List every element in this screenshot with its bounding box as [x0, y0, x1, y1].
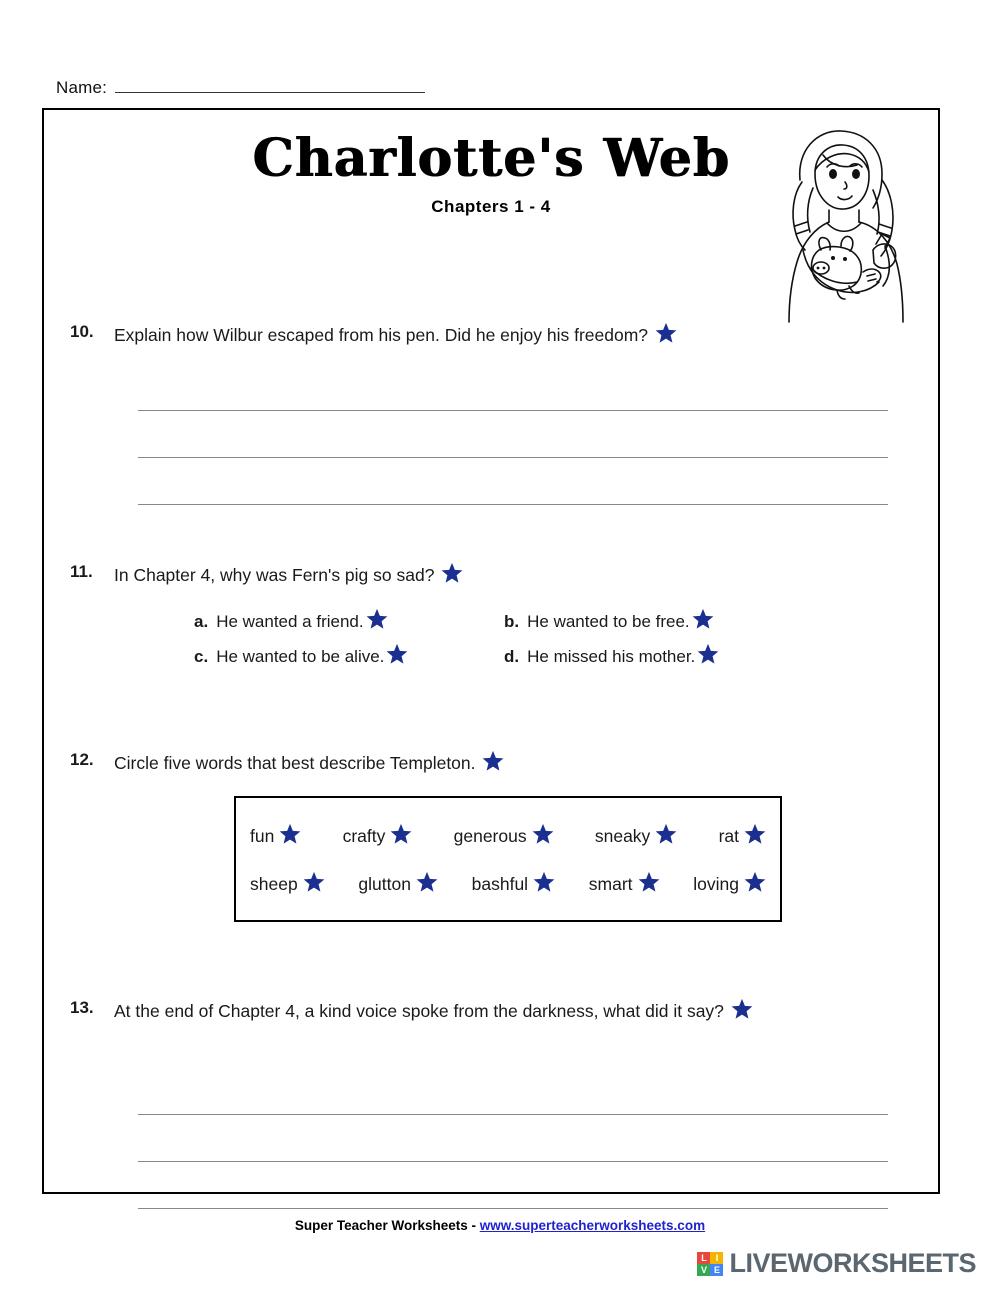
logo-letter-v: V [697, 1264, 710, 1276]
word-label: smart [588, 873, 633, 894]
logo-letter-i: I [710, 1252, 723, 1264]
word-label: bashful [471, 873, 529, 894]
word-option[interactable] [719, 823, 766, 850]
liveworksheets-wordmark: LIVEWORKSHEETS [729, 1248, 976, 1278]
star-icon [697, 643, 719, 670]
word-option[interactable] [595, 823, 677, 850]
footer-credit-text: Super Teacher Worksheets - [294, 1218, 480, 1233]
choice-c-letter: c. [194, 646, 209, 666]
choice-c[interactable] [194, 643, 504, 670]
choice-b-letter: b. [504, 611, 520, 631]
footer-credit [0, 1218, 1000, 1233]
star-icon [482, 750, 504, 779]
word-option[interactable] [343, 823, 413, 850]
word-label: fun [250, 825, 275, 846]
word-bank-box [234, 796, 782, 922]
star-icon [731, 998, 753, 1027]
choice-row [194, 643, 876, 670]
name-label: Name: [56, 78, 108, 97]
question-13-text: At the end of Chapter 4, a kind voice spoke from the darkness, what did it say? [114, 1001, 724, 1021]
choice-a[interactable] [194, 608, 504, 635]
worksheet-frame [42, 108, 940, 1194]
choice-a-letter: a. [194, 611, 209, 631]
word-label: glutton [358, 873, 411, 894]
question-10-text: Explain how Wilbur escaped from his pen. Did he enjoy his freedom? [114, 325, 649, 345]
choice-c-label: He wanted to be alive. [216, 646, 385, 666]
question-11-number: 11. [70, 562, 93, 581]
word-bank-row-2 [250, 860, 766, 908]
choice-row [194, 608, 876, 635]
liveworksheets-logo [697, 1248, 976, 1279]
question-11 [66, 562, 916, 666]
logo-letter-e: E [710, 1264, 723, 1276]
star-icon [655, 322, 677, 351]
star-icon [386, 643, 408, 670]
name-input-blank[interactable] [115, 78, 425, 93]
word-label: rat [718, 825, 739, 846]
word-label: sneaky [594, 825, 651, 846]
star-icon [303, 871, 325, 898]
star-icon [279, 823, 301, 850]
answer-line[interactable] [138, 458, 888, 505]
question-12-number: 12. [70, 750, 94, 769]
question-12 [66, 750, 916, 894]
page-subtitle: Chapters 1 - 4 [431, 197, 551, 216]
choice-b-label: He wanted to be free. [527, 611, 690, 631]
star-icon [532, 823, 554, 850]
question-12-text: Circle five words that best describe Templeton. [114, 753, 476, 773]
choice-d-letter: d. [504, 646, 520, 666]
answer-line[interactable] [138, 1068, 888, 1115]
answer-line[interactable] [138, 411, 888, 458]
choice-d-label: He missed his mother. [527, 646, 696, 666]
page-title: Charlotte's Web [252, 128, 730, 189]
footer-link[interactable]: www.superteacherworksheets.com [479, 1218, 706, 1233]
question-10 [66, 322, 916, 351]
choice-a-label: He wanted a friend. [216, 611, 364, 631]
answer-line[interactable] [138, 1115, 888, 1162]
question-10-number: 10. [70, 322, 94, 341]
star-icon [655, 823, 677, 850]
star-icon [416, 871, 438, 898]
word-label: crafty [342, 825, 386, 846]
star-icon [638, 871, 660, 898]
word-option[interactable] [472, 871, 555, 898]
answer-line[interactable] [138, 364, 888, 411]
word-option[interactable] [358, 871, 438, 898]
star-icon [744, 871, 766, 898]
answer-line[interactable] [138, 1162, 888, 1209]
star-icon [366, 608, 388, 635]
word-option[interactable] [250, 823, 301, 850]
question-10-answer-area[interactable] [138, 364, 888, 505]
girl-holding-piglet-icon [745, 122, 920, 327]
name-field-row [56, 78, 425, 98]
word-option[interactable] [693, 871, 766, 898]
word-label: generous [453, 825, 527, 846]
star-icon [533, 871, 555, 898]
word-label: sheep [250, 873, 298, 894]
question-11-text: In Chapter 4, why was Fern's pig so sad? [114, 565, 435, 585]
question-13-answer-area[interactable] [138, 1068, 888, 1209]
star-icon [744, 823, 766, 850]
liveworksheets-mark-icon [697, 1252, 723, 1276]
star-icon [390, 823, 412, 850]
word-bank-row-1 [250, 812, 766, 860]
word-label: loving [693, 873, 739, 894]
choice-b[interactable] [504, 608, 714, 635]
word-option[interactable] [250, 871, 325, 898]
question-11-choices [194, 608, 876, 678]
choice-d[interactable] [504, 643, 719, 670]
question-13-number: 13. [70, 998, 94, 1017]
word-option[interactable] [589, 871, 660, 898]
star-icon [441, 562, 463, 591]
logo-letter-l: L [697, 1252, 710, 1264]
question-13 [66, 998, 916, 1027]
word-option[interactable] [454, 823, 554, 850]
star-icon [692, 608, 714, 635]
